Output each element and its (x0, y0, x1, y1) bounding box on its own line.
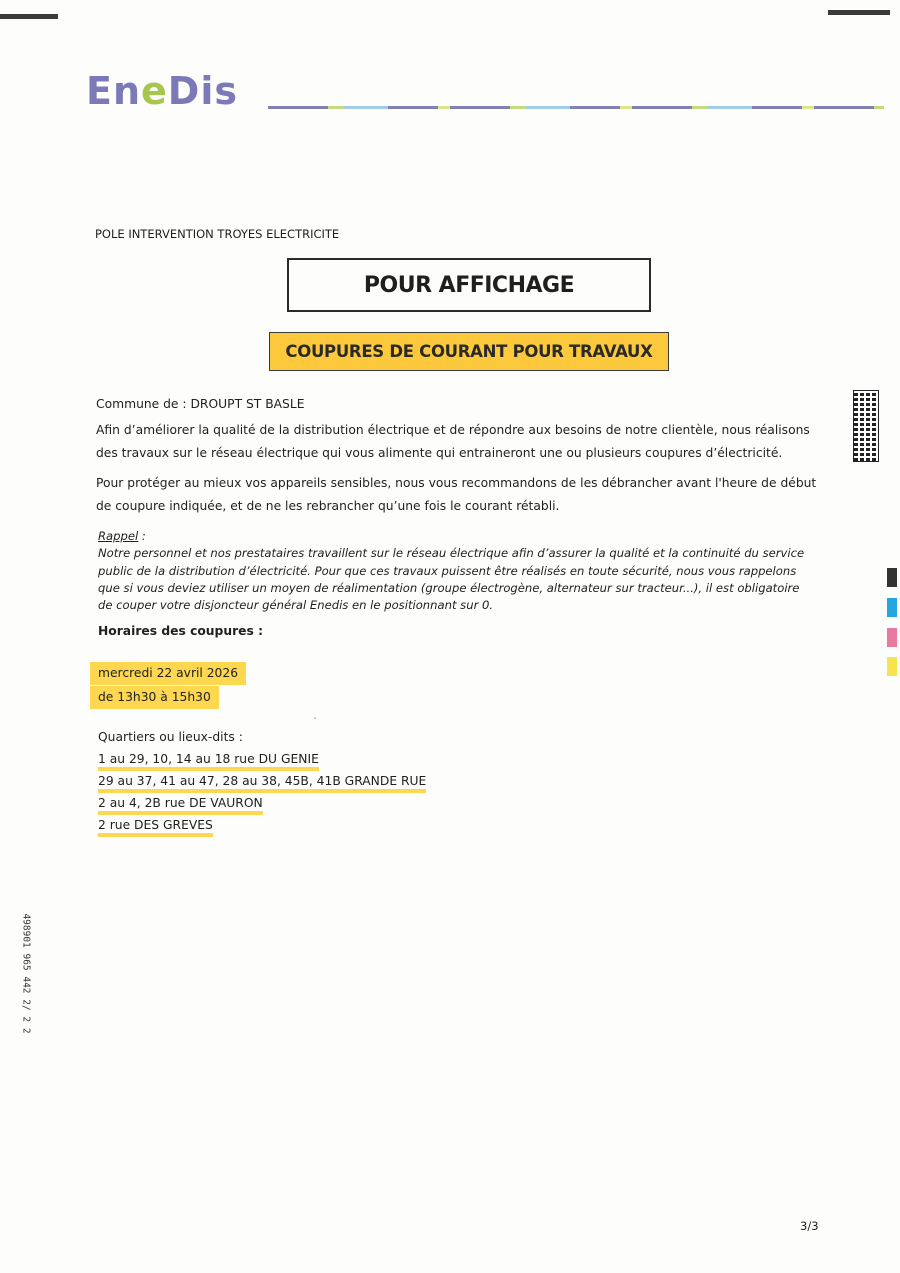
side-print-code: 498901 965 442 2/ 2 2 (20, 913, 32, 1034)
rappel-title: Rappel (98, 529, 139, 543)
scan-mark-top-left (0, 14, 58, 19)
swatch-black-icon (887, 568, 897, 587)
quartiers-block (98, 726, 426, 836)
commune-line: Commune de : DROUPT ST BASLE (96, 397, 305, 411)
enedis-logo: EneDis (86, 69, 238, 113)
intro-paragraph: Afin d’améliorer la qualité de la distribution électrique et de répondre aux besoins de notre clientèle, nous réalisons des travaux sur le réseau électrique qui vous alimente qui entraineront une ou plusieurs coupures d’électricité. (96, 423, 810, 460)
page-number: 3/3 (800, 1219, 819, 1233)
street-text: 29 au 37, 41 au 47, 28 au 38, 45B, 41B GRANDE RUE (98, 774, 426, 793)
schedule-date (98, 662, 246, 685)
horaires-title: Horaires des coupures : (98, 624, 264, 638)
street-text: 2 rue DES GREVES (98, 818, 213, 837)
swatch-cyan-icon (887, 598, 897, 617)
rappel-block (98, 528, 813, 614)
schedule-hours-text: de 13h30 à 15h30 (90, 686, 219, 709)
scan-mark-top-right (828, 10, 890, 15)
swatch-yellow-icon (887, 657, 897, 676)
street-text: 2 au 4, 2B rue DE VAURON (98, 796, 263, 815)
logo-divider-line (268, 106, 884, 109)
scan-speck (314, 717, 316, 719)
rappel-separator: : (138, 529, 146, 543)
swatch-magenta-icon (887, 628, 897, 647)
street-list-item (98, 748, 426, 770)
rappel-text: Notre personnel et nos prestataires travaillent sur le réseau électrique afin d’assurer la qualité et la continuité du service public de la distribution d’électricité. Pour que ces travaux puissent être réalisés en toute sécurité, nous vous rappelons que si vous deviez utiliser un moyen de réalimentation (groupe électrogène, alternateur sur tracteur...), il est obligatoire de couper votre disjoncteur général Enedis en le positionnant sur 0. (98, 546, 805, 613)
coupures-banner: COUPURES DE COURANT POUR TRAVAUX (269, 332, 669, 371)
quartiers-title: Quartiers ou lieux-dits : (98, 730, 243, 744)
street-list-item (98, 814, 426, 836)
pour-affichage-banner: POUR AFFICHAGE (287, 258, 651, 312)
advice-paragraph: Pour protéger au mieux vos appareils sensibles, nous vous recommandons de les débrancher avant l'heure de début de coupure indiquée, et de ne les rebrancher qu’une fois le courant rétabli. (96, 476, 817, 513)
datamatrix-code-icon (853, 390, 879, 462)
department-name: POLE INTERVENTION TROYES ELECTRICITE (95, 227, 340, 241)
street-text: 1 au 29, 10, 14 au 18 rue DU GENIE (98, 752, 319, 771)
street-list-item (98, 770, 426, 792)
schedule-date-text: mercredi 22 avril 2026 (90, 662, 246, 685)
schedule-hours (98, 686, 219, 709)
street-list-item (98, 792, 426, 814)
